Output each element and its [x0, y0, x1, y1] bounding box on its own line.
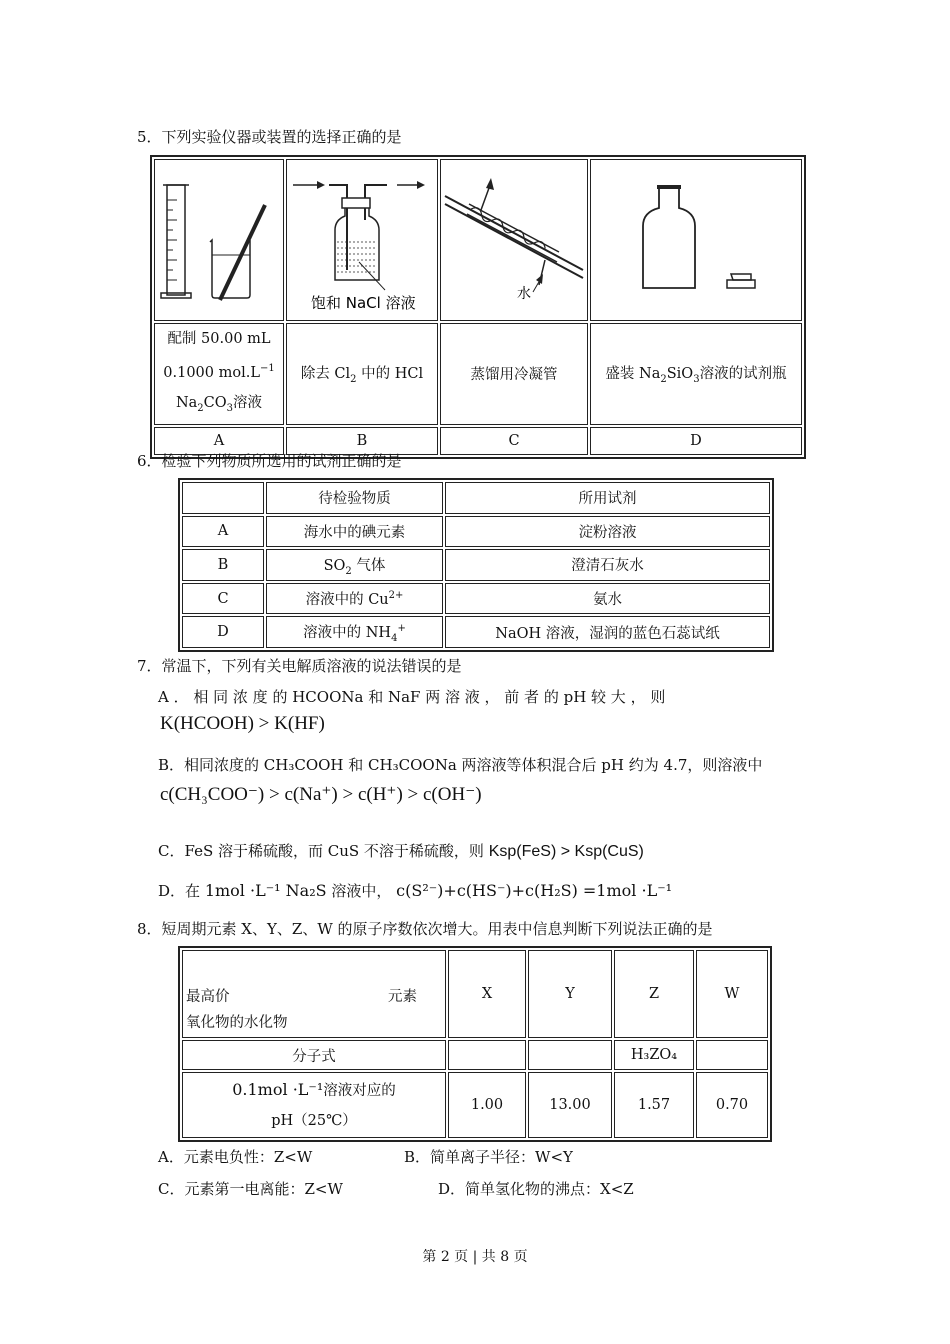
q8-option-b: B．简单离子半径：W<Y	[404, 1148, 573, 1166]
q6-row-substance: 溶液中的 $NH_4^+$	[266, 616, 443, 648]
q7-option-b: B．相同浓度的 CH₃COOH 和 CH₃COONa 两溶液等体积混合后 pH 约为 4.7，则溶液中	[158, 756, 763, 774]
q7-option-c: C．FeS 溶于稀硫酸，而 CuS 不溶于稀硫酸，则 Ksp(FeS) > Ksp(CuS)	[158, 842, 644, 860]
q8-element-y: Y	[528, 950, 612, 1038]
q5-image-b	[286, 159, 438, 321]
reagent-bottle-icon	[591, 160, 801, 316]
q7-option-a: A ． 相 同 浓 度 的 HCOONa 和 NaF 两 溶 液 ， 前 者 的 pH 较 大 ， 则	[158, 688, 666, 706]
q8-option-c: C．元素第一电离能：Z<W	[158, 1180, 343, 1198]
q6-header-blank	[182, 482, 264, 514]
q7-d-formula: c(S²⁻)+c(HS⁻)+c(H₂S) =1mol ·L⁻¹	[396, 881, 673, 900]
q8-ph-x: 1.00	[448, 1072, 526, 1138]
q5-image-a	[154, 159, 284, 321]
q5-image-c	[440, 159, 588, 321]
q6-header-reagent: 所用试剂	[445, 482, 770, 514]
q6-row-substance: 溶液中的 $Cu^{2+}$	[266, 583, 443, 615]
q6-row-reagent: 氨水	[445, 583, 770, 615]
q6-row-substance: $SO_2$ 气体	[266, 549, 443, 581]
q8-formula-z: H₃ZO₄	[614, 1040, 694, 1070]
q6-row-reagent: 澄清石灰水	[445, 549, 770, 581]
q5-letter-b: B	[286, 427, 438, 455]
q5-letter-d: D	[590, 427, 802, 455]
q8-element-z: Z	[614, 950, 694, 1038]
q5-caption-a: 配制 50.00 mL 0.1000 $mol.L^{-1}$ $Na_2CO_3$溶液	[154, 323, 284, 425]
q8-ph-y: 13.00	[528, 1072, 612, 1138]
q5-b-label: 饱和 NaCl 溶液	[311, 294, 416, 312]
q7-option-d: D．在 1mol ·L⁻¹ Na₂S 溶液中， c(S²⁻)+c(HS⁻)+c(H₂S) =1mol ·L⁻¹	[158, 881, 673, 900]
q5-stem: 5．下列实验仪器或装置的选择正确的是	[137, 128, 402, 146]
q6-table	[178, 478, 774, 652]
q8-option-a: A．元素电负性：Z<W	[158, 1148, 313, 1166]
q8-option-d: D．简单氢化物的沸点：X<Z	[438, 1180, 634, 1198]
q5-caption-c: 蒸馏用冷凝管	[440, 323, 588, 425]
q8-ph-z: 1.57	[614, 1072, 694, 1138]
q5-letter-a: A	[154, 427, 284, 455]
q6-row-letter: B	[182, 549, 264, 581]
q8-formula-y	[528, 1040, 612, 1070]
q6-row-letter: A	[182, 516, 264, 548]
q8-formula-x	[448, 1040, 526, 1070]
q6-row-substance: 海水中的碘元素	[266, 516, 443, 548]
q8-table	[178, 946, 772, 1142]
q8-corner-cell: 最高价 元素 氧化物的水化物	[182, 950, 446, 1038]
q5-caption-b: 除去 $Cl_2$ 中的 HCl	[286, 323, 438, 425]
graduated-cylinder-beaker-icon	[155, 160, 283, 316]
page-footer: 第 2 页 | 共 8 页	[422, 1249, 528, 1265]
q6-header-substance: 待检验物质	[266, 482, 443, 514]
q8-ph-w: 0.70	[696, 1072, 768, 1138]
q6-row-reagent: NaOH 溶液，湿润的蓝色石蕊试纸	[445, 616, 770, 648]
q7-stem: 7．常温下，下列有关电解质溶液的说法错误的是	[137, 657, 462, 675]
q6-row-letter: D	[182, 616, 264, 648]
q7-d-concentration: 1mol ·L⁻¹ Na₂S	[204, 881, 327, 900]
q8-formula-w	[696, 1040, 768, 1070]
q8-element-x: X	[448, 950, 526, 1038]
condenser-tube-icon	[441, 160, 587, 316]
q6-stem: 6．检验下列物质所选用的试剂正确的是	[137, 452, 402, 470]
q8-formula-label: 分子式	[182, 1040, 446, 1070]
q8-element-w: W	[696, 950, 768, 1038]
q7-a-formula: K(HCOOH) > K(HF)	[160, 713, 325, 734]
q5-caption-d: 盛装 $Na_2SiO_3$溶液的试剂瓶	[590, 323, 802, 425]
q5-letter-c: C	[440, 427, 588, 455]
gas-washing-bottle-icon	[287, 160, 437, 316]
q5-table	[150, 155, 806, 459]
q8-ph-label: 0.1mol ·L⁻¹溶液对应的 pH（25℃）	[182, 1072, 446, 1138]
q5-image-d	[590, 159, 802, 321]
q7-b-formula: c(CH₃COO⁻) > c(Na⁺) > c(H⁺) > c(OH⁻)	[160, 784, 482, 805]
q8-stem: 8．短周期元素 X、Y、Z、W 的原子序数依次增大。用表中信息判断下列说法正确的是	[137, 920, 713, 938]
q7-c-formula: Ksp(FeS) > Ksp(CuS)	[488, 843, 644, 860]
q5-c-label: 水	[517, 286, 531, 302]
q6-row-letter: C	[182, 583, 264, 615]
q6-row-reagent: 淀粉溶液	[445, 516, 770, 548]
